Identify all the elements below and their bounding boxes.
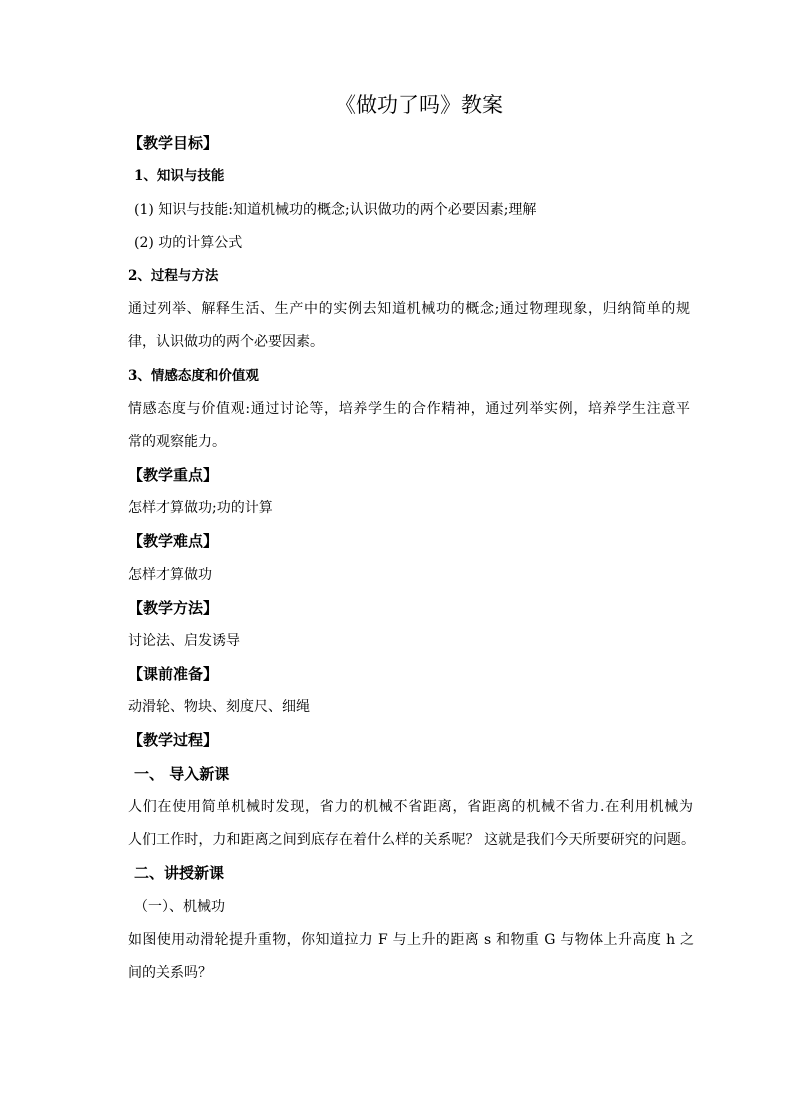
new-lesson-heading: 二、讲授新课 — [134, 864, 225, 882]
objectives-heading: 【教学目标】 — [128, 134, 219, 152]
knowledge-item-2: (2) 功的计算公式 — [134, 235, 243, 251]
emotion-heading: 3、情感态度和价值观 — [128, 368, 259, 384]
intro-line-2: 人们工作时，力和距离之间到底存在着什么样的关系呢？ 这就是我们今天所要研究的问题。 — [128, 832, 695, 848]
knowledge-heading: 1、知识与技能 — [134, 168, 225, 184]
key-points-heading: 【教学重点】 — [128, 466, 219, 484]
knowledge-item-1: (1) 知识与技能:知道机械功的概念;认识做功的两个必要因素;理解 — [134, 202, 537, 218]
difficulties-heading: 【教学难点】 — [128, 532, 219, 550]
process-method-line-1: 通过列举、解释生活、生产中的实例去知道机械功的概念;通过物理现象，归纳简单的规 — [128, 301, 690, 317]
methods-heading: 【教学方法】 — [128, 599, 219, 617]
process-method-heading: 2、过程与方法 — [128, 268, 219, 284]
intro-heading: 一、 导入新课 — [134, 765, 230, 783]
methods-text: 讨论法、启发诱导 — [128, 633, 240, 649]
key-points-text: 怎样才算做功;功的计算 — [128, 500, 273, 516]
teaching-process-heading: 【教学过程】 — [128, 731, 219, 749]
mechanical-work-line-1: 如图使用动滑轮提升重物，你知道拉力 F 与上升的距离 s 和物重 G 与物体上升高度 h 之 — [128, 932, 694, 948]
document-title: 《做功了吗》教案 — [335, 93, 503, 117]
mechanical-work-line-2: 间的关系吗？ — [128, 965, 212, 981]
preparation-heading: 【课前准备】 — [128, 665, 219, 683]
emotion-line-2: 常的观察能力。 — [128, 434, 226, 450]
intro-line-1: 人们在使用简单机械时发现，省力的机械不省距离，省距离的机械不省力.在利用机械为 — [128, 799, 693, 815]
mechanical-work-heading: （一）、机械功 — [134, 899, 225, 915]
preparation-text: 动滑轮、物块、刻度尺、细绳 — [128, 699, 310, 715]
emotion-line-1: 情感态度与价值观:通过讨论等，培养学生的合作精神，通过列举实例，培养学生注意平 — [128, 401, 690, 417]
process-method-line-2: 律，认识做功的两个必要因素。 — [128, 334, 324, 350]
difficulties-text: 怎样才算做功 — [128, 567, 212, 583]
